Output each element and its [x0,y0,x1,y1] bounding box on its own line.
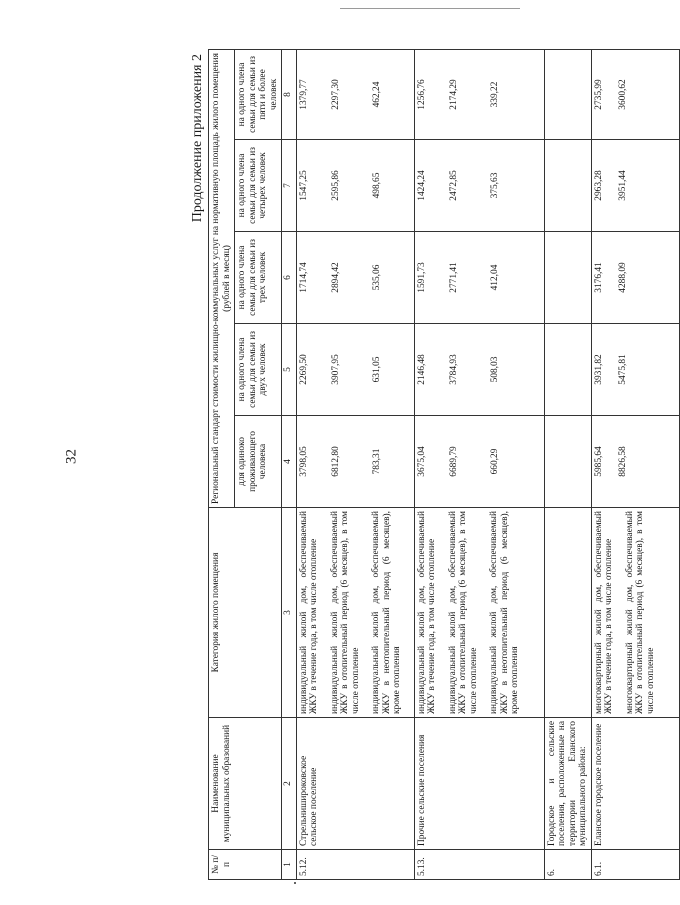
category-text: индивидуальный жилой дом, обеспечиваемый ЖКУ в неотопительный период (6 месяцев), кроме отопления [489,511,521,714]
category-text: индивидуальный жилой дом, обеспечиваемый ЖКУ в отопительный период (6 месяцев), в том числе отопление [329,511,361,714]
value-cell [296,140,414,232]
row-num: 6.1. [591,850,679,880]
value: 6812,80 [331,446,342,477]
header-standard: Региональный стандарт стоимости жилищно-коммунальных услуг на нормативную площадь жилого помещения (рублей в месяц) [209,50,235,508]
value-cell [296,232,414,324]
scan-edge-mark [340,8,520,9]
empty-cell [544,416,591,508]
value: 783,31 [371,448,382,475]
header-sub-4: на одного члена семьи для семьи из четырех человек [235,140,282,232]
row-num: 5.13. [414,850,544,880]
col-index: 1 [282,850,296,880]
row-categories [296,508,414,718]
value-cell [591,324,679,416]
housing-standard-table [208,49,680,880]
value: 3907,95 [331,354,342,385]
rotated-page [192,50,672,880]
table-row [414,50,544,880]
col-index: 3 [282,508,296,718]
empty-cell [544,50,591,140]
value: 1714,74 [298,262,309,293]
value-cell [414,140,544,232]
appendix-title: Продолжение приложения 2 [190,54,205,223]
value-cell [414,50,544,140]
value-cell [591,416,679,508]
value: 3675,04 [416,446,427,477]
value: 2269,50 [298,354,309,385]
value: 4288,09 [618,262,629,293]
row-name: Городское и сельские поселения, расположенные на территории Еланского муниципального района: [544,718,591,850]
category-text: многоквартирный жилой дом, обеспечиваемый ЖКУ в отопительный период (6 месяцев), в том числе отопление [624,511,656,714]
value: 498,65 [371,172,382,199]
col-index: 2 [282,718,296,850]
category-text: индивидуальный жилой дом, обеспечиваемый ЖКУ в отопительный период (6 месяцев), в том числе отопление [447,511,479,714]
value: 1547,25 [298,170,309,201]
row-name: Еланское городское поселение [591,718,679,850]
value: 631,05 [371,356,382,383]
value: 3600,62 [618,79,629,110]
value: 1591,73 [416,262,427,293]
value-cell [296,50,414,140]
value: 339,22 [489,81,500,108]
value: 412,04 [489,264,500,291]
value: 2297,30 [331,79,342,110]
table-row [544,50,591,880]
empty-cell [544,140,591,232]
col-index: 6 [282,232,296,324]
value: 6689,79 [449,446,460,477]
row-name: Стрельнишироковское сельское поселение [296,718,414,850]
header-sub-1: для одиноко проживающего человека [235,416,282,508]
table-row [296,50,414,880]
header-sub-2: на одного члена семьи для семьи из двух человек [235,324,282,416]
value: 2735,99 [593,79,604,110]
value: 2146,48 [416,354,427,385]
column-index-row [282,50,296,880]
value: 5475,81 [618,354,629,385]
empty-cell [544,232,591,324]
value-cell [591,232,679,324]
value: 535,06 [371,264,382,291]
row-categories [591,508,679,718]
header-name: Наименование муниципальных образований [209,718,282,850]
col-index: 4 [282,416,296,508]
col-index: 5 [282,324,296,416]
value: 1256,76 [416,79,427,110]
value: 2771,41 [449,262,460,293]
page-number: 32 [63,449,80,464]
value-cell [591,50,679,140]
value: 1379,77 [298,79,309,110]
category-text: многоквартирный жилой дом, обеспечиваемый ЖКУ в течение года, в том числе отопление [593,511,615,714]
value: 3798,05 [298,446,309,477]
value: 375,63 [489,172,500,199]
value: 2894,42 [331,262,342,293]
value: 3931,82 [593,354,604,385]
value: 3951,44 [618,170,629,201]
col-index: 7 [282,140,296,232]
value-cell [414,232,544,324]
value-cell [296,416,414,508]
header-category: Категория жилого помещения [209,508,282,718]
empty-cell [544,508,591,718]
value: 8826,58 [618,446,629,477]
row-categories [414,508,544,718]
col-index: 8 [282,50,296,140]
value: 2963,28 [593,170,604,201]
value-cell [296,324,414,416]
value: 2472,85 [449,170,460,201]
value-cell [591,140,679,232]
row-name: Прочие сельские поселения [414,718,544,850]
category-text: индивидуальный жилой дом, обеспечиваемый ЖКУ в неотопительный период (6 месяцев), кроме отопления [371,511,403,714]
value: 3784,93 [449,354,460,385]
header-num: № п/п [209,850,282,880]
row-num: 5.12. [296,850,414,880]
category-text: индивидуальный жилой дом, обеспечиваемый ЖКУ в течение года, в том числе отопление [416,511,438,714]
header-sub-3: на одного члена семьи для семьи из трех человек [235,232,282,324]
scan-dot [294,882,296,884]
value-cell [414,416,544,508]
empty-cell [544,324,591,416]
value: 508,03 [489,356,500,383]
table-row [591,50,679,880]
value: 5985,64 [593,446,604,477]
header-row-1 [209,50,235,880]
value: 1424,24 [416,170,427,201]
header-sub-5: на одного члена семьи для семьи из пяти и более человек [235,50,282,140]
value: 660,29 [489,448,500,475]
value: 462,24 [371,81,382,108]
value: 2174,29 [449,79,460,110]
value: 3176,41 [593,262,604,293]
value-cell [414,324,544,416]
category-text: индивидуальный жилой дом, обеспечиваемый ЖКУ в течение года, в том числе отопление [298,511,320,714]
value: 2595,86 [331,170,342,201]
row-num: 6. [544,850,591,880]
